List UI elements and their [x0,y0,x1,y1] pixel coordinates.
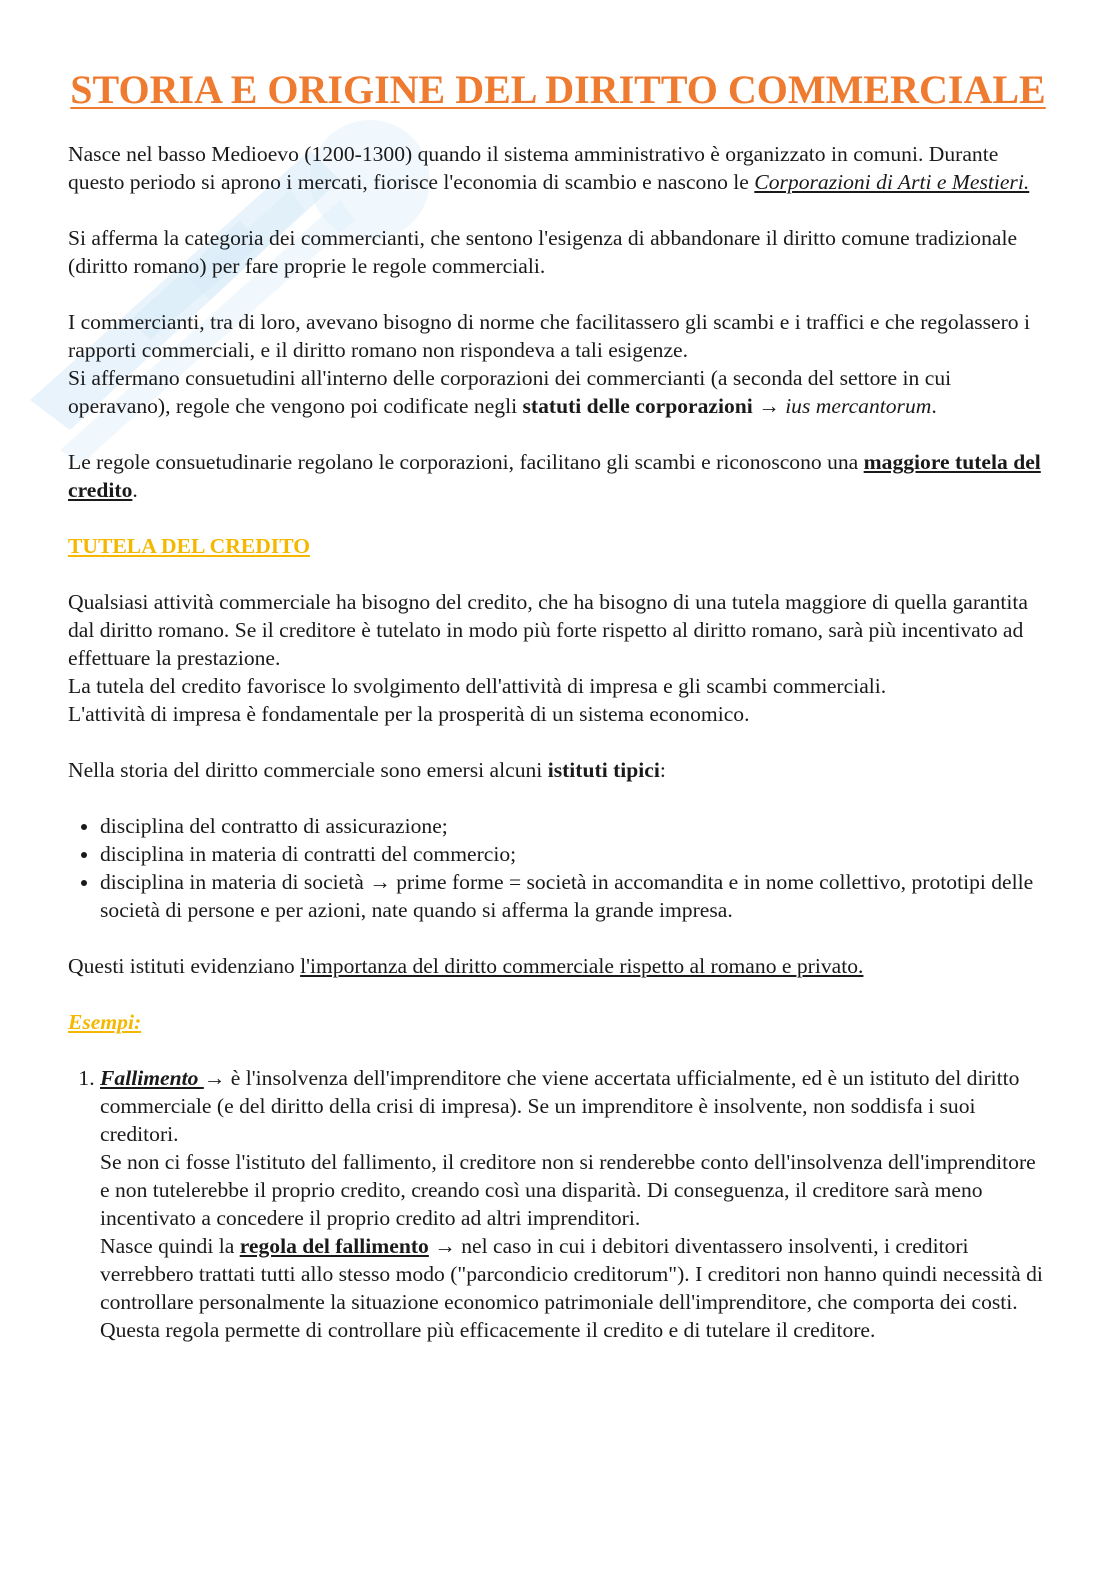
esempi-list [68,1064,1048,1344]
corporazioni-link: Corporazioni di Arti e Mestieri. [754,170,1030,194]
tutela-credito-term: maggiore tutela del credito [68,450,1041,502]
list-item: • disciplina in materia di società → prime forme = società in accomandita e in nome collettivo, prototipi delle società di persone e per azioni, nate quando si afferma la grande impresa. [100,868,1048,924]
importanza-underline: l'importanza del diritto commerciale rispetto al romano e privato. [300,954,864,978]
section-heading-esempi: Esempi: [68,1010,142,1034]
list-item: • disciplina del contratto di assicurazione; [100,812,1048,840]
ius-mercantorum-term: ius mercantorum [785,394,932,418]
tutela-paragraph-2: La tutela del credito favorisce lo svolgimento dell'attività di impresa e gli scambi commerciali. [68,674,887,698]
fallimento-paragraph-4: Questa regola permette di controllare più efficacemente il credito e di tutelare il creditore. [100,1318,876,1342]
fallimento-term: Fallimento [100,1066,204,1090]
tutela-paragraph-4: Nella storia del diritto commerciale sono emersi alcuni istituti tipici: [68,758,666,782]
document-page [68,66,1048,1344]
tutela-paragraph-1: Qualsiasi attività commerciale ha bisogno del credito, che ha bisogno di una tutela maggiore di quella garantita dal diritto romano. Se il creditore è tutelato in modo più forte rispetto al diritto romano, sarà più incentivato ad effettuare la prestazione. [68,590,1029,670]
intro-paragraph-4: Le regole consuetudinarie regolano le corporazioni, facilitano gli scambi e riconoscono una maggiore tutela del credito. [68,450,1041,502]
intro-paragraph-2: Si afferma la categoria dei commercianti, che sentono l'esigenza di abbandonare il diritto comune tradizionale (diritto romano) per fare proprie le regole commerciali. [68,226,1018,278]
intro-paragraph-3a: I commercianti, tra di loro, avevano bisogno di norme che facilitassero gli scambi e i traffici e che regolassero i rapporti commerciali, e il diritto romano non rispondeva a tali esigenze. [68,310,1030,362]
fallimento-paragraph-2: Se non ci fosse l'istituto del fallimento, il creditore non si renderebbe conto dell'insolvenza dell'imprenditore e non tutelerebbe il proprio credito, creando così una disparità. Di conseguenza, il creditore sarà meno incentivato a concedere il proprio credito ad altri imprenditori. [100,1150,1036,1230]
tutela-paragraph-5: Questi istituti evidenziano l'importanza del diritto commerciale rispetto al romano e privato. [68,954,864,978]
section-heading-tutela: TUTELA DEL CREDITO [68,534,311,558]
regola-fallimento-term: regola del fallimento [239,1234,429,1258]
istituti-list [68,812,1048,924]
intro-paragraph-3b: Si affermano consuetudini all'interno delle corporazioni dei commercianti (a seconda del settore in cui operavano), regole che vengono poi codificate negli statuti delle corporazioni → ius mercantorum. [68,366,952,418]
statuti-term: statuti delle corporazioni [522,394,753,418]
tutela-paragraph-3: L'attività di impresa è fondamentale per la prosperità di un sistema economico. [68,702,750,726]
fallimento-paragraph-1: 1. Fallimento → è l'insolvenza dell'imprenditore che viene accertata ufficialmente, ed è un istituto del diritto commerciale (e del diritto della crisi di impresa). Se un imprenditore è insolvente, non soddisfa i suoi creditori. [100,1066,1020,1146]
istituti-tipici-term: istituti tipici [547,758,660,782]
fallimento-paragraph-3: Nasce quindi la regola del fallimento → nel caso in cui i debitori diventassero insolventi, i creditori verrebbero trattati tutti allo stesso modo ("parcondicio creditorum"). I creditori non hanno quindi necessità di controllare personalmente la situazione economico patrimoniale dell'imprenditore, che comporta dei costi. [100,1234,1043,1314]
list-item: • disciplina in materia di contratti del commercio; [100,840,1048,868]
intro-paragraph-1: Nasce nel basso Medioevo (1200-1300) quando il sistema amministrativo è organizzato in comuni. Durante questo periodo si aprono i mercati, fiorisce l'economia di scambio e nascono le Corporazioni di Arti e Mestieri. [68,142,1030,194]
page-title: STORIA E ORIGINE DEL DIRITTO COMMERCIALE [70,67,1046,112]
list-item [100,1064,1048,1344]
